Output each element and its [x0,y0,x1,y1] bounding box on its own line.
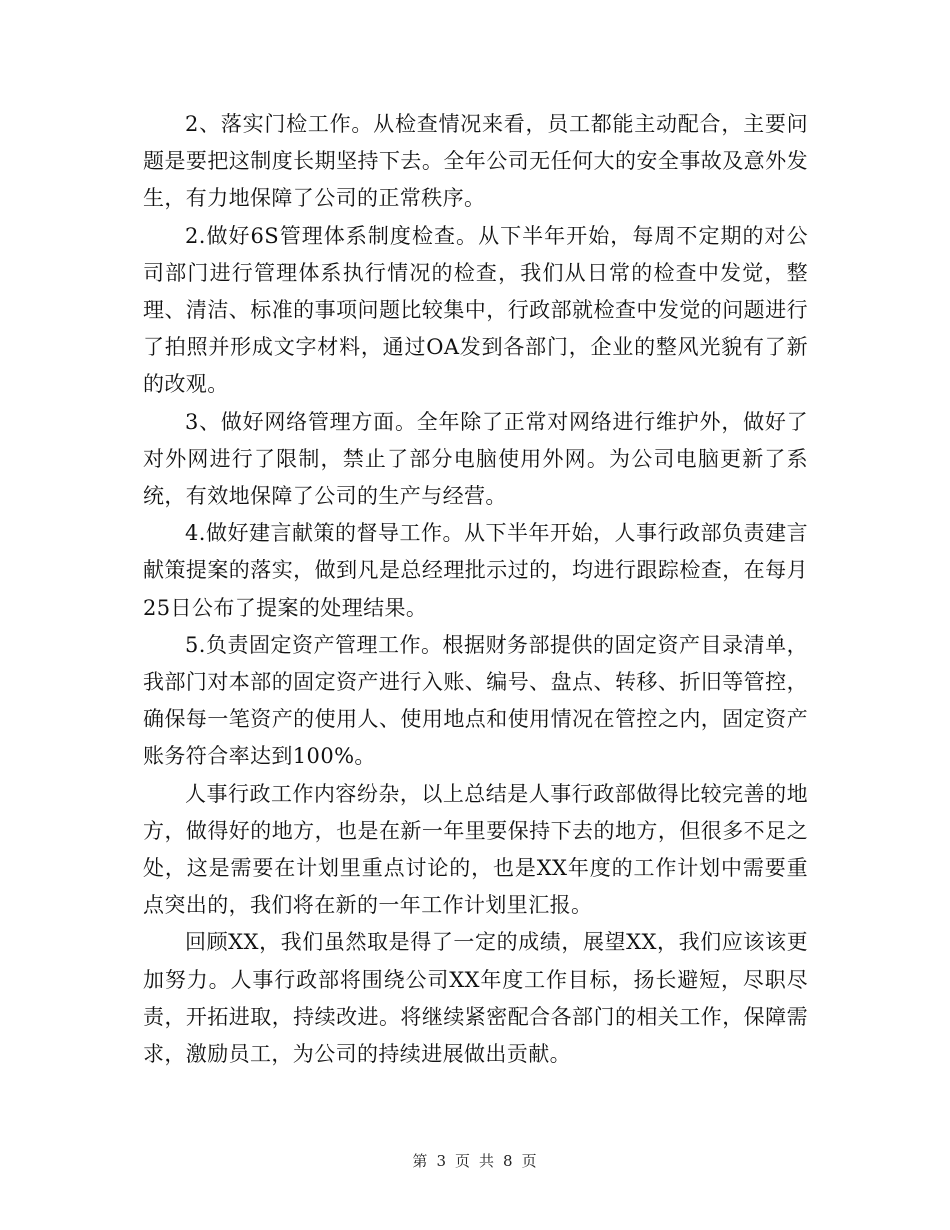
footer-current-page: 3 [436,1152,447,1170]
footer-page-unit: 页 [454,1152,471,1170]
footer-page-label: 第 [412,1152,429,1170]
footer-total-unit: 页 [521,1152,538,1170]
page-footer [0,1150,950,1171]
paragraph-6s-management: 2.做好6S管理体系制度检查。从下半年开始，每周不定期的对公司部门进行管理体系执行情况的检查，我们从日常的检查中发觉，整理、清洁、标准的事项问题比较集中，行政部就检查中发觉的问题进行了拍照并形成文字材料，通过OA发到各部门，企业的整风光貌有了新的改观。 [143,223,808,397]
paragraph-fixed-assets: 5.负责固定资产管理工作。根据财务部提供的固定资产目录清单，我部门对本部的固定资产进行入账、编号、盘点、转移、折旧等管控，确保每一笔资产的使用人、使用地点和使用情况在管控之内，固定资产账务符合率达到100%。 [143,632,808,769]
footer-total-pages: 8 [503,1152,514,1170]
footer-total-label: 共 [479,1152,496,1170]
paragraph-network-management: 3、做好网络管理方面。全年除了正常对网络进行维护外，做好了对外网进行了限制，禁止了部分电脑使用外网。为公司电脑更新了系统，有效地保障了公司的生产与经营。 [143,409,808,509]
paragraph-summary: 人事行政工作内容纷杂，以上总结是人事行政部做得比较完善的地方，做得好的地方，也是在新一年里要保持下去的地方，但很多不足之处，这是需要在计划里重点讨论的，也是XX年度的工作计划中需要重点突出的，我们将在新的一年工作计划里汇报。 [143,781,808,918]
paragraph-suggestion-supervision: 4.做好建言献策的督导工作。从下半年开始，人事行政部负责建言献策提案的落实，做到凡是总经理批示过的，均进行跟踪检查，在每月25日公布了提案的处理结果。 [143,521,808,620]
document-body [143,106,808,1073]
paragraph-door-inspection: 2、落实门检工作。从检查情况来看，员工都能主动配合，主要问题是要把这制度长期坚持下去。全年公司无任何大的安全事故及意外发生，有力地保障了公司的正常秩序。 [143,112,808,211]
paragraph-outlook: 回顾XX，我们虽然取是得了一定的成绩，展望XX，我们应该该更加努力。人事行政部将围绕公司XX年度工作目标，扬长避短，尽职尽责，开拓进取，持续改进。将继续紧密配合各部门的相关工作，保障需求，激励员工，为公司的持续进展做出贡献。 [143,930,808,1067]
